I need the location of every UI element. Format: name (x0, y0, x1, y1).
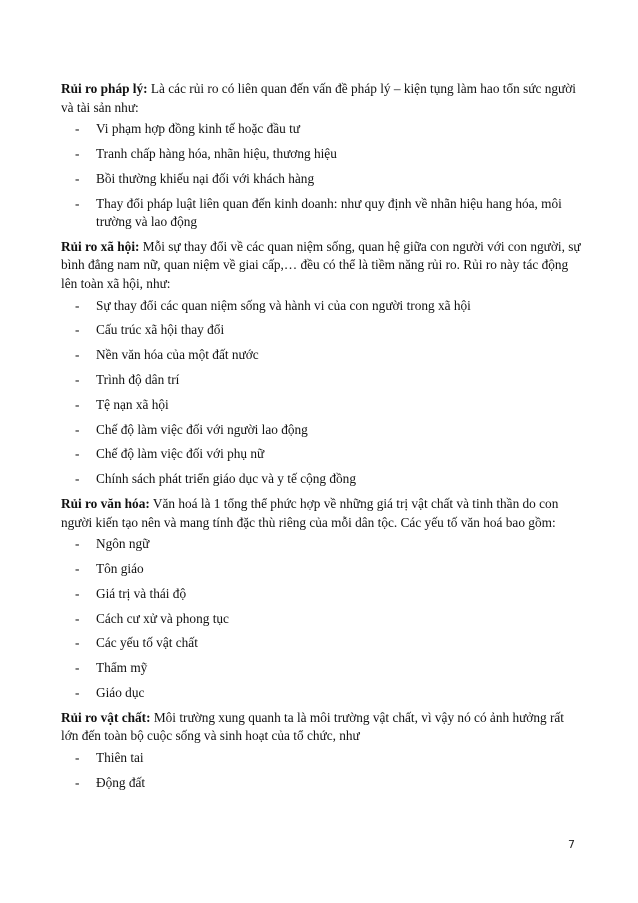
list-item (61, 445, 581, 463)
dash-bullet: - (75, 371, 80, 387)
document-body (61, 80, 581, 798)
list-item-text: Bồi thường khiếu nại đối với khách hàng (96, 170, 315, 186)
list-item-text: Giá trị và thái độ (96, 585, 187, 601)
dash-bullet: - (75, 684, 80, 700)
dash-bullet: - (75, 347, 80, 363)
list-item-text: Thiên tai (96, 749, 144, 765)
list-item-text: Trình độ dân trí (96, 371, 180, 387)
list-item (61, 371, 581, 389)
dash-bullet: - (75, 471, 80, 487)
dash-bullet: - (75, 170, 80, 186)
dash-bullet: - (75, 297, 80, 313)
section-text: Là các rủi ro có liên quan đến vấn đề pháp lý – kiện tụng làm hao tổn sức người và tài sản như: (61, 81, 576, 115)
dash-bullet: - (75, 749, 80, 765)
list-item-text: Thẩm mỹ (96, 660, 148, 676)
list-item (61, 346, 581, 364)
section-physical-risk (61, 709, 581, 746)
list-item-text: Cấu trúc xã hội thay đổi (96, 322, 225, 338)
list-item (61, 684, 581, 702)
list-item (61, 396, 581, 414)
dash-bullet: - (75, 610, 80, 626)
list-item (61, 145, 581, 163)
list-item (61, 120, 581, 138)
list-item-text: Chế độ làm việc đối với người lao động (96, 421, 308, 437)
list-item (61, 470, 581, 488)
list-item-text: Tôn giáo (96, 560, 144, 576)
list-item-text: Sự thay đổi các quan niệm sống và hành vi của con người trong xã hội (96, 297, 471, 313)
list-item-text: Thay đổi pháp luật liên quan đến kinh doanh: như quy định về nhãn hiệu hang hóa, môi trường và lao động (96, 195, 562, 229)
list-item-text: Giáo dục (96, 684, 145, 700)
list-item (61, 749, 581, 767)
section-legal-risk (61, 80, 581, 117)
list-item (61, 610, 581, 628)
bullet-list (61, 297, 581, 489)
list-item (61, 634, 581, 652)
section-text: Mỗi sự thay đổi về các quan niệm sống, quan hệ giữa con người với con người, sự bình đẳng nam nữ, quan niệm về giai cấp,… đều có thể là tiềm năng rủi ro. Rủi ro này tác động lên toàn xã hội, như: (61, 238, 581, 291)
section-cultural-risk (61, 495, 581, 532)
page-number: 7 (568, 838, 575, 851)
list-item-text: Chế độ làm việc đối với phụ nữ (96, 446, 265, 462)
dash-bullet: - (75, 322, 80, 338)
dash-bullet: - (75, 421, 80, 437)
dash-bullet: - (75, 121, 80, 137)
dash-bullet: - (75, 660, 80, 676)
dash-bullet: - (75, 195, 80, 211)
dash-bullet: - (75, 635, 80, 651)
bullet-list (61, 749, 581, 792)
list-item-text: Cách cư xử và phong tục (96, 610, 229, 626)
dash-bullet: - (75, 446, 80, 462)
list-item (61, 774, 581, 792)
dash-bullet: - (75, 145, 80, 161)
dash-bullet: - (75, 536, 80, 552)
section-text: Văn hoá là 1 tổng thể phức hợp về những giá trị vật chất và tinh thần do con người kiến tạo nên và mang tính đặc thù riêng của mỗi dân tộc. Các yếu tố văn hoá bao gồm: (61, 495, 559, 530)
list-item-text: Động đất (96, 774, 146, 790)
dash-bullet: - (75, 396, 80, 412)
list-item-text: Tranh chấp hàng hóa, nhãn hiệu, thương hiệu (96, 145, 337, 161)
list-item (61, 170, 581, 188)
section-heading: Rủi ro vật chất: (61, 709, 151, 725)
bullet-list (61, 120, 581, 231)
list-item (61, 585, 581, 603)
list-item (61, 195, 581, 232)
bullet-list (61, 535, 581, 702)
section-text: Môi trường xung quanh ta là môi trường vật chất, vì vậy nó có ảnh hưởng rất lớn đến toàn bộ cuộc sống và sinh hoạt của tổ chức, như (61, 709, 564, 744)
list-item-text: Các yếu tố vật chất (96, 635, 198, 651)
list-item-text: Chính sách phát triển giáo dục và y tế cộng đồng (96, 471, 356, 487)
list-item-text: Vi phạm hợp đồng kinh tế hoặc đầu tư (96, 121, 300, 137)
section-social-risk (61, 238, 581, 294)
list-item-text: Nền văn hóa của một đất nước (96, 347, 259, 363)
list-item (61, 421, 581, 439)
section-heading: Rủi ro pháp lý: (61, 81, 148, 96)
section-heading: Rủi ro xã hội: (61, 238, 140, 254)
list-item (61, 659, 581, 677)
dash-bullet: - (75, 585, 80, 601)
section-heading: Rủi ro văn hóa: (61, 495, 150, 511)
list-item (61, 321, 581, 339)
dash-bullet: - (75, 560, 80, 576)
dash-bullet: - (75, 774, 80, 790)
list-item (61, 535, 581, 553)
list-item (61, 297, 581, 315)
list-item (61, 560, 581, 578)
list-item-text: Tệ nạn xã hội (96, 396, 169, 412)
list-item-text: Ngôn ngữ (96, 536, 150, 552)
